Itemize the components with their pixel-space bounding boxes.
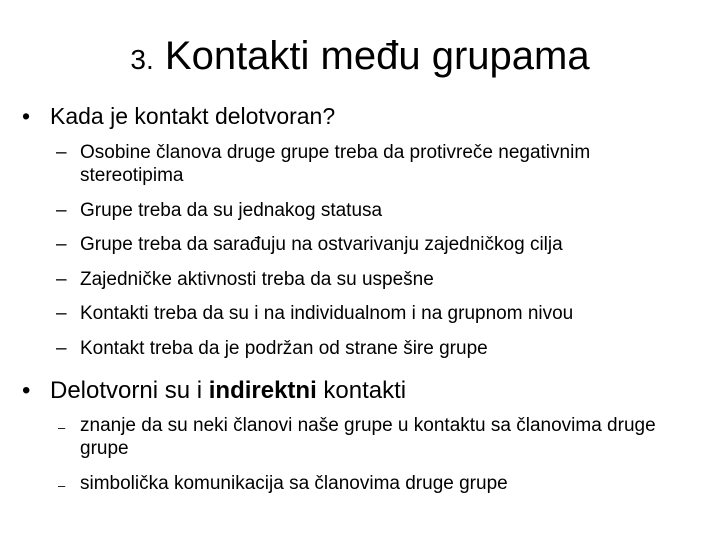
list-item-text: Grupe treba da su jednakog statusa [80, 199, 383, 221]
title-text: Kontakti među grupama [164, 34, 590, 78]
list-item [0, 141, 690, 187]
dash-icon: – [56, 337, 67, 359]
dash-icon: – [56, 142, 67, 163]
bullet-indirect [22, 376, 406, 406]
conditions-list [0, 141, 720, 371]
bullet-icon: • [22, 103, 31, 129]
list-item [0, 199, 690, 222]
bullet-question [22, 101, 335, 131]
list-item-text: Kontakti treba da su i na individualnom i na grupnom nivou [80, 303, 574, 324]
list-item-text: Zajedničke aktivnosti treba da su uspešne [80, 268, 434, 290]
list-item-text: Osobine članova druge grupe treba da protivreče negativnim stereotipima [80, 142, 591, 186]
list-item-text: simbolička komunikacija sa članovima druge grupe [80, 473, 508, 494]
list-item [0, 337, 690, 360]
title-number: 3. [130, 44, 154, 75]
list-item [0, 268, 690, 291]
list-item [0, 233, 690, 256]
list-item [0, 414, 690, 460]
bullet-indirect-text: Delotvorni su i [50, 377, 203, 404]
bullet-question-text: Kada je kontakt delotvoran? [50, 103, 336, 129]
list-item-text: Kontakt treba da je podržan od strane šire grupe [80, 337, 488, 359]
dash-icon: – [58, 478, 66, 493]
indirect-list [0, 414, 720, 507]
bullet-indirect-bold: indirektni [208, 377, 317, 404]
slide-title [0, 28, 720, 88]
dash-icon: – [56, 303, 67, 324]
list-item [0, 302, 690, 325]
list-item-text: Grupe treba da sarađuju na ostvarivanju zajedničkog cilja [80, 234, 563, 255]
dash-icon: – [58, 420, 66, 435]
dash-icon: – [56, 268, 67, 290]
list-item-text: znanje da su neki članovi naše grupe u kontaktu sa članovima druge grupe [80, 415, 656, 459]
dash-icon: – [56, 234, 67, 255]
bullet-indirect-text-end: kontakti [323, 377, 407, 404]
dash-icon: – [56, 199, 67, 221]
bullet-icon: • [22, 377, 31, 404]
list-item [0, 472, 690, 495]
